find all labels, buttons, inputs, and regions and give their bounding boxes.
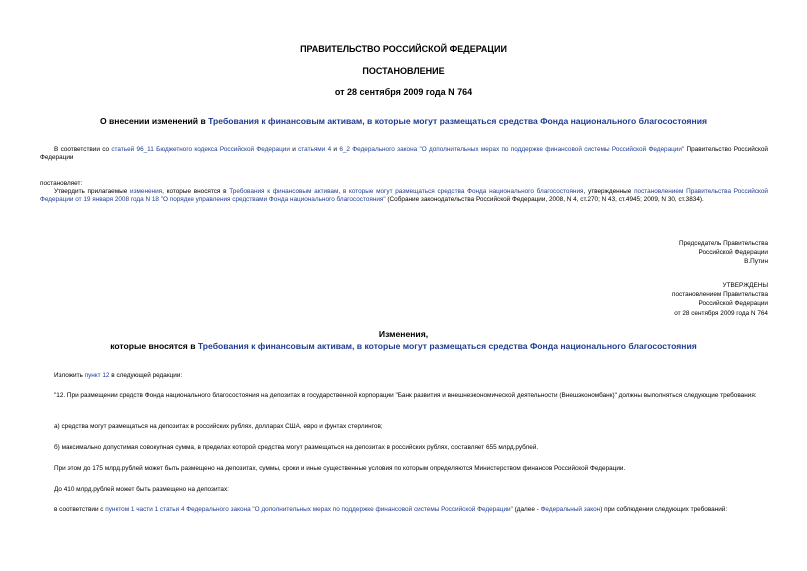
document-type: ПОСТАНОВЛЕНИЕ: [362, 66, 445, 76]
article4-link[interactable]: статьями 4: [298, 146, 332, 153]
p7-text-1: в соответствии с: [54, 506, 106, 513]
decree-paragraph: [40, 188, 768, 205]
document-title: [0, 116, 807, 126]
approval-date: от 28 сентября 2009 года N 764: [674, 309, 768, 317]
decree-text-3: , утвержденные: [583, 188, 635, 195]
requirements-link[interactable]: Требования к финансовым активам, в которые могут размещаться средства Фонда национального благосостояния: [229, 188, 584, 195]
decree-label: постановляет:: [40, 180, 83, 187]
signature-block: [520, 239, 768, 267]
body-paragraph-3: а) средства могут размещаться на депозитах в российских рублях, долларах США, евро и фунтах стерлингов;: [54, 423, 383, 430]
signature-country: Российской Федерации: [698, 249, 768, 257]
p1-text-1: Изложить: [54, 372, 85, 379]
point12-link[interactable]: пункт 12: [84, 372, 110, 379]
changes-subtitle-link[interactable]: Требования к финансовым активам, в которые могут размещаться средства Фонда национального благосостояния: [197, 341, 697, 351]
approval-title: УТВЕРЖДЕНЫ: [722, 282, 768, 289]
p7-text-2: (далее -: [512, 506, 541, 513]
p1-text-2: в следующей редакции:: [109, 372, 183, 379]
intro-text-4: Правительство Российской Федерации: [40, 146, 768, 162]
body-paragraph-5: При этом до 175 млрд.рублей может быть размещено на депозитах, суммы, сроки и иные существенные условия по которым определяются Министерством финансов Российской Федерации.: [54, 465, 626, 472]
budget-code-link[interactable]: статьей 96_11 Бюджетного кодекса Российской Федерации: [111, 146, 290, 153]
law-point-link[interactable]: пунктом 1 части 1 статьи 4 Федерального закона "О дополнительных мерах по поддержке финансовой системы Российской Федерации": [105, 506, 513, 513]
p7-text-3: ) при соблюдении следующих требований:: [600, 506, 728, 513]
document-date-number: от 28 сентября 2009 года N 764: [334, 87, 473, 97]
changes-subtitle: [0, 341, 807, 351]
body-paragraph-4: б) максимально допустимая совокупная сумма, в пределах которой средства могут размещаться на депозитах в российских рублях, составляет 655 млрд.рублей.: [54, 444, 539, 451]
intro-text-2: и: [289, 146, 299, 153]
body-paragraph-2: "12. При размещении средств Фонда национального благосостояния на депозитах в государственной корпорации "Банк развития и внешнеэкономической деятельности (Внешэкономбанк)" должны выполняться следующие требования:: [54, 392, 757, 399]
approval-block: [520, 281, 768, 318]
title-link[interactable]: Требования к финансовым активам, в которые могут размещаться средства Фонда национального благосостояния: [208, 116, 708, 126]
federal-law-short-link[interactable]: Федеральный закон: [540, 506, 601, 513]
federal-law-link[interactable]: 6_2 Федерального закона "О дополнительных мерах по поддержке финансовой системы Российской Федерации": [339, 146, 685, 153]
changes-link[interactable]: изменения: [130, 188, 163, 195]
body-paragraph-1: [40, 372, 768, 380]
intro-text-1: В соответствии со: [54, 146, 112, 153]
approval-country: Российской Федерации: [698, 300, 768, 308]
approval-by: постановлением Правительства: [672, 291, 768, 299]
changes-subtitle-prefix: которые вносятся в: [110, 341, 198, 351]
body-paragraph-6: До 410 млрд.рублей может быть размещено на депозитах:: [54, 486, 229, 493]
decree-text-4: (Собрание законодательства Российской Федерации, 2008, N 4, ст.270; N 43, ст.4945; 2009, N 30, ст.3834).: [385, 196, 704, 204]
signature-position: Председатель Правительства: [679, 240, 768, 247]
government-heading: ПРАВИТЕЛЬСТВО РОССИЙСКОЙ ФЕДЕРАЦИИ: [300, 44, 507, 54]
body-paragraph-7: [40, 506, 768, 514]
changes-title: Изменения,: [378, 329, 429, 339]
intro-text-3: и: [331, 146, 340, 153]
decree-text-1: Утвердить прилагаемые: [54, 188, 131, 195]
title-prefix: О внесении изменений в: [99, 116, 209, 126]
signature-name: В.Путин: [744, 258, 768, 266]
decree-text-2: , которые вносятся в: [162, 188, 230, 195]
resolution-link[interactable]: постановлением Правительства Российской Федерации от 19 января 2008 года N 18 "О порядке управления средствами Фонда национального благосостояния": [40, 188, 769, 204]
intro-paragraph: [40, 146, 768, 163]
